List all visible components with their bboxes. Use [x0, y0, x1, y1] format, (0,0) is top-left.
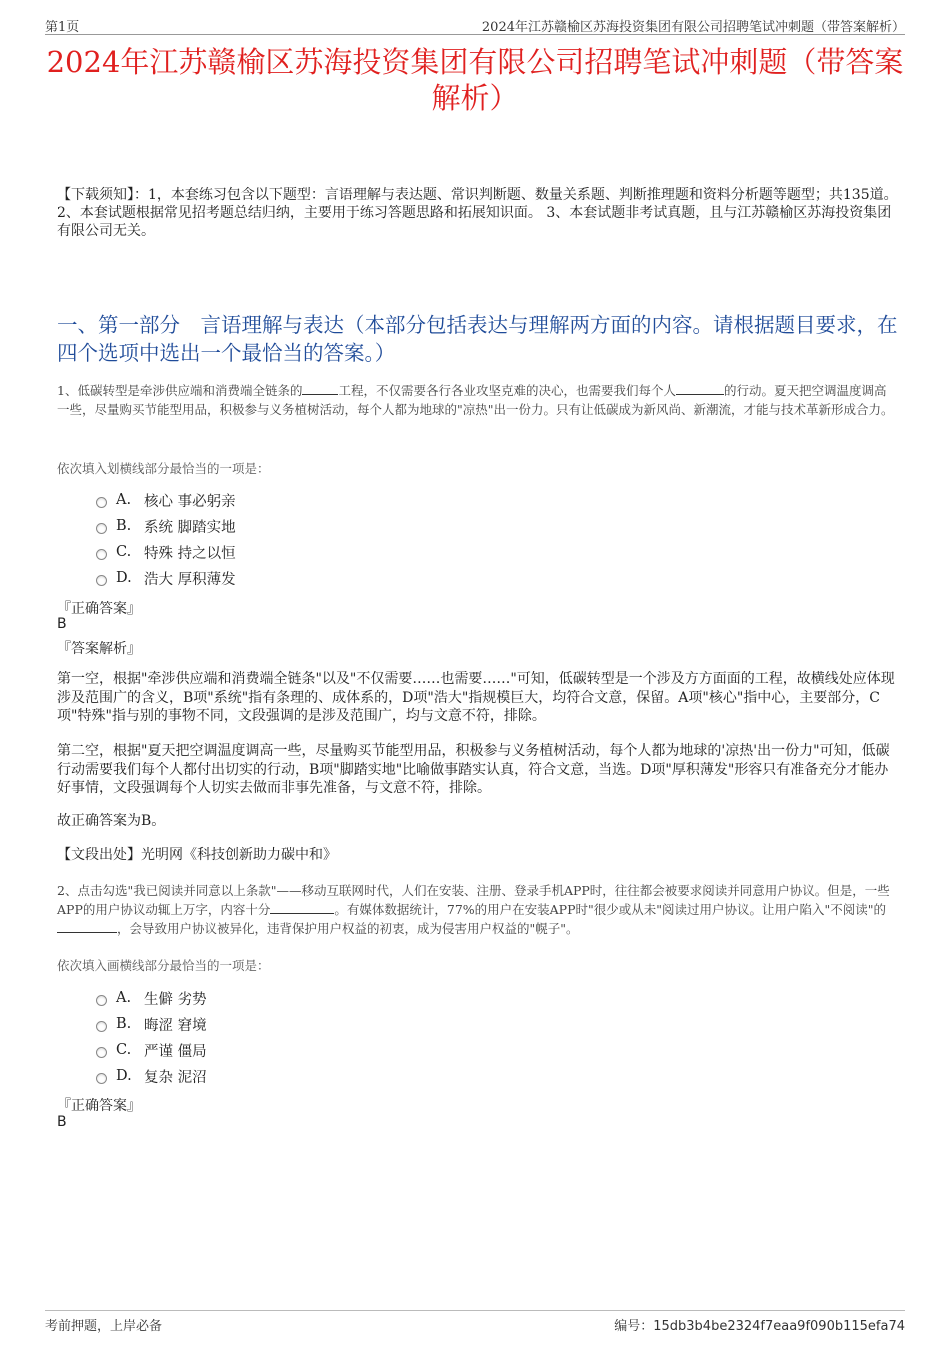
blank-1: [302, 381, 338, 395]
answer-label: 『正确答案』: [57, 1098, 141, 1114]
question-2-prompt: 依次填入画横线部分最恰当的一项是：: [57, 958, 270, 973]
radio-icon[interactable]: [96, 1047, 107, 1058]
radio-icon[interactable]: [96, 497, 107, 508]
blank-2: [57, 919, 117, 933]
page-number: 第1页: [45, 20, 80, 35]
question-2-options: [96, 985, 207, 1089]
answer-value: B: [57, 1114, 67, 1130]
section-title: 一、第一部分 言语理解与表达（本部分包括表达与理解两方面的内容。请根据题目要求，在四个选项中选出一个最恰当的答案。）: [57, 313, 898, 365]
option-a[interactable]: A. 生僻 劣势: [96, 985, 207, 1011]
radio-icon[interactable]: [96, 1021, 107, 1032]
option-c[interactable]: C. 特殊 持之以恒: [96, 539, 236, 565]
analysis-label: 『答案解析』: [57, 641, 141, 657]
option-a[interactable]: A. 核心 事必躬亲: [96, 487, 236, 513]
question-1-prompt: 依次填入划横线部分最恰当的一项是：: [57, 461, 270, 476]
answer-value: B: [57, 616, 67, 632]
page-footer: [45, 1310, 905, 1341]
option-d[interactable]: D. 复杂 泥沼: [96, 1063, 207, 1089]
radio-icon[interactable]: [96, 1073, 107, 1084]
analysis-conclusion: 故正确答案为B。: [57, 813, 166, 829]
document-id: 编号：15db3b4be2324f7eaa9f090b115efa74: [614, 1319, 905, 1334]
analysis-paragraph-1: 第一空，根据"牵涉供应端和消费端全链条"以及"不仅需要……也需要……"可知，低碳转型是一个涉及方方面面的工程，故横线处应体现涉及范围广的含义，B项"系统"指有条理的、成体系的，D项"浩大"指规模巨大，均符合文意，保留。A项"核心"指中心，主要部分，C项"特殊"指与别的事物不同，文段强调的是涉及范围广，均与文意不符，排除。: [57, 671, 895, 724]
footer-slogan: 考前押题，上岸必备: [45, 1319, 163, 1334]
header-title: 2024年江苏赣榆区苏海投资集团有限公司招聘笔试冲刺题（带答案解析）: [481, 20, 905, 35]
analysis-paragraph-2: 第二空，根据"夏天把空调温度调高一些，尽量购买节能型用品，积极参与义务植树活动，每个人都为地球的'凉热'出一份力"可知，低碳行动需要我们每个人都付出切实的行动，B项"脚踏实地"比喻做事踏实认真，符合文意，当选。D项"厚积薄发"形容只有准备充分才能办好事情，文段强调每个人切实去做而非事先准备，与文意不符，排除。: [57, 743, 890, 796]
blank-2: [676, 381, 724, 395]
option-c[interactable]: C. 严谨 僵局: [96, 1037, 207, 1063]
page-header: [45, 14, 905, 35]
question-2-text: 2、点击勾选"我已阅读并同意以上条款"——移动互联网时代，人们在安装、注册、登录手机APP时，往往都会被要求阅读并同意用户协议。但是，一些APP的用户协议动辄上万字，内容十分 。有媒体数据统计，77%的用户在安装APP时"很少或从未"阅读过用户协议。让用户陷入"不阅读"的，会导致用户协议被异化，违背保护用户权益的初衷，成为侵害用户权益的"幌子"。: [57, 883, 890, 936]
radio-icon[interactable]: [96, 549, 107, 560]
radio-icon[interactable]: [96, 575, 107, 586]
question-1-options: [96, 487, 236, 591]
option-d[interactable]: D. 浩大 厚积薄发: [96, 565, 236, 591]
download-notice: 【下载须知】：1，本套练习包含以下题型：言语理解与表达题、常识判断题、数量关系题、判断推理题和资料分析题等题型；共135道。 2、本套试题根据常见招考题总结归纳，主要用于练习答题思路和拓展知识面。 3、本套试题非考试真题，且与江苏赣榆区苏海投资集团有限公司无关。: [57, 187, 898, 239]
document-title: 2024年江苏赣榆区苏海投资集团有限公司招聘笔试冲刺题（带答案解析）: [46, 45, 904, 115]
source-citation: 【文段出处】光明网《科技创新助力碳中和》: [57, 847, 337, 863]
question-1-text: 1、低碳转型是牵涉供应端和消费端全链条的 工程，不仅需要各行各业攻坚克难的决心，也需要我们每个人 的行动。夏天把空调温度调高一些，尽量购买节能型用品，积极参与义务植树活动，每个人都为地球的"凉热"出一份力。只有让低碳成为新风尚、新潮流，才能与技术革新形成合力。: [57, 383, 894, 417]
option-b[interactable]: B. 系统 脚踏实地: [96, 513, 236, 539]
option-b[interactable]: B. 晦涩 窘境: [96, 1011, 207, 1037]
blank-1: [270, 900, 334, 914]
radio-icon[interactable]: [96, 523, 107, 534]
answer-label: 『正确答案』: [57, 601, 141, 617]
radio-icon[interactable]: [96, 995, 107, 1006]
